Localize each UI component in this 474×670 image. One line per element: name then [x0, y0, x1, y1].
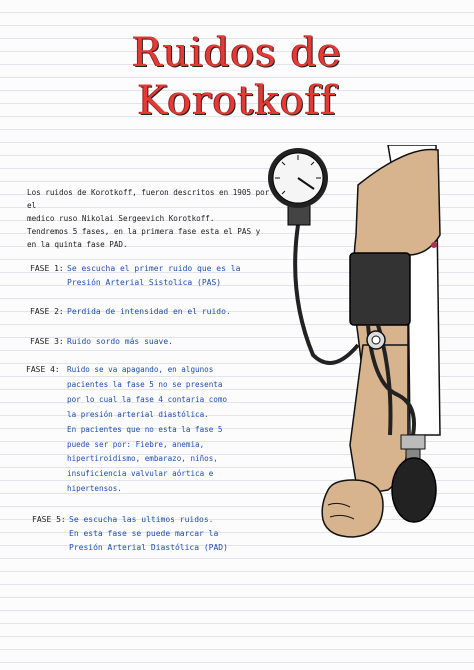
- phase-5-text: En esta fase se puede marcar la: [69, 528, 219, 538]
- intro-line: en la quinta fase PAD.: [27, 240, 128, 249]
- phase-5-text: Presión Arterial Diastólica (PAD): [69, 542, 228, 552]
- phase-4-text: por lo cual la fase 4 contaria como: [67, 394, 228, 404]
- phase-4-text: puede ser por: Fiebre, anemia,: [67, 439, 205, 449]
- cuff-icon: [350, 253, 410, 325]
- phase-4-text: insuficiencia valvular aórtica e: [67, 469, 214, 479]
- phase-3-label: FASE 3:: [30, 337, 64, 346]
- intro-line: Tendremos 5 fases, en la primera fase esta el PAS y: [27, 227, 261, 236]
- stethoscope-head: [372, 336, 380, 344]
- bulb-icon: [392, 458, 436, 522]
- page-title-line-2: Korotkoff: [137, 78, 337, 124]
- intro-paragraph: [27, 186, 275, 251]
- phase-4-text: hipertiroidismo, embarazo, niños,: [67, 454, 218, 464]
- phase-4-label: FASE 4:: [26, 365, 60, 374]
- page-title-line-1: Ruidos de: [132, 30, 342, 76]
- tube-icon: [295, 225, 358, 363]
- hand-icon: [322, 480, 383, 537]
- phase-4-text: pacientes la fase 5 no se presenta: [67, 379, 223, 389]
- gauge-base: [288, 205, 310, 225]
- phase-4-text: Ruido se va apagando, en algunos: [67, 365, 214, 374]
- phase-1-text: Se escucha el primer ruido que es la: [67, 264, 241, 273]
- valve-icon: [401, 435, 425, 449]
- intro-line: Los ruidos de Korotkoff, fueron descritos en 1905 por el: [27, 188, 270, 210]
- phase-5-label: FASE 5:: [32, 515, 66, 524]
- phase-4-text: la presión arterial diastólica.: [67, 409, 209, 419]
- phase-4-text: En pacientes que no esta la fase 5: [67, 424, 223, 434]
- sphygmomanometer-illustration: [258, 145, 458, 565]
- phase-2-text: Perdida de intensidad en el ruido.: [67, 307, 231, 316]
- intro-line: medico ruso Nikolai Sergeevich Korotkoff.: [27, 214, 215, 223]
- phase-3-text: Ruido sordo más suave.: [67, 337, 173, 346]
- phase-5-text: Se escucha las ultimos ruidos.: [69, 515, 214, 524]
- phase-1-label: FASE 1:: [30, 264, 64, 273]
- phase-1-text: Presión Arterial Sistolica (PAS): [67, 277, 222, 287]
- phase-2-label: FASE 2:: [30, 307, 64, 316]
- skin-mark: [431, 242, 437, 248]
- phase-4-text: hipertensos.: [67, 484, 122, 494]
